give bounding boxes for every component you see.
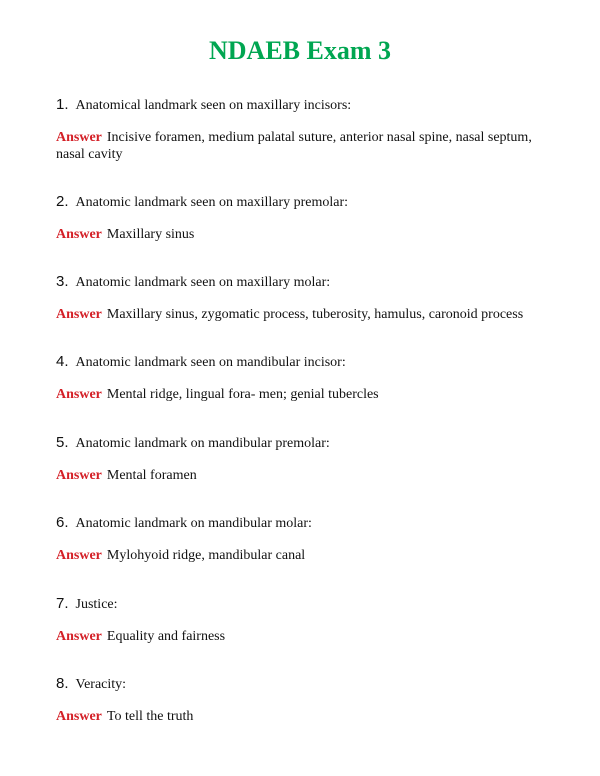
question: [56, 273, 556, 291]
answer-text: Maxillary sinus: [106, 227, 195, 242]
question-text: Anatomic landmark on mandibular premolar:: [75, 436, 330, 451]
qa-item-2: [56, 193, 556, 243]
qa-item-1: [56, 96, 556, 163]
question-number: 7.: [56, 595, 69, 612]
answer-label: Answer: [56, 629, 102, 644]
question-number: 2.: [56, 193, 69, 210]
answer: [56, 226, 556, 243]
qa-item-6: [56, 514, 556, 564]
answer-label: Answer: [56, 468, 102, 483]
question-number: 6.: [56, 514, 69, 531]
answer-label: Answer: [56, 307, 102, 322]
answer: [56, 467, 556, 484]
page-title: NDAEB Exam 3: [208, 36, 391, 65]
answer: [56, 628, 556, 645]
answer: [56, 306, 556, 323]
qa-item-4: [56, 353, 556, 403]
answer: [56, 708, 556, 725]
answer-label: Answer: [56, 709, 102, 724]
question-number: 4.: [56, 353, 69, 370]
question: [56, 595, 556, 613]
question-text: Anatomic landmark seen on mandibular incisor:: [75, 355, 346, 370]
question-text: Anatomic landmark on mandibular molar:: [75, 516, 312, 531]
answer-text: Maxillary sinus, zygomatic process, tuberosity, hamulus, caronoid process: [106, 307, 524, 322]
answer: [56, 386, 556, 403]
answer-text: Mental foramen: [106, 468, 197, 483]
question: [56, 193, 556, 211]
answer-text: Mental ridge, lingual fora- men; genial tubercles: [106, 387, 379, 402]
question: [56, 96, 556, 114]
answer: [56, 547, 556, 564]
question-number: 1.: [56, 96, 69, 113]
question: [56, 675, 556, 693]
question-text: Anatomical landmark seen on maxillary incisors:: [75, 98, 352, 113]
answer-text: Equality and fairness: [106, 629, 226, 644]
answer-label: Answer: [56, 387, 102, 402]
answer-label: Answer: [56, 548, 102, 563]
question-number: 8.: [56, 675, 69, 692]
answer-text: Incisive foramen, medium palatal suture, anterior nasal spine, nasal septum, nasal cavity: [56, 130, 532, 162]
answer-label: Answer: [56, 227, 102, 242]
question-text: Justice:: [75, 597, 118, 612]
question-text: Veracity:: [75, 677, 127, 692]
question: [56, 434, 556, 452]
qa-item-8: [56, 675, 556, 725]
question-number: 5.: [56, 434, 69, 451]
question-number: 3.: [56, 273, 69, 290]
question-text: Anatomic landmark seen on maxillary premolar:: [75, 195, 349, 210]
answer: [56, 129, 556, 163]
answer-text: Mylohyoid ridge, mandibular canal: [106, 548, 306, 563]
question: [56, 514, 556, 532]
answer-text: To tell the truth: [106, 709, 194, 724]
qa-item-7: [56, 595, 556, 645]
question-text: Anatomic landmark seen on maxillary molar:: [75, 275, 331, 290]
qa-item-5: [56, 434, 556, 484]
question: [56, 353, 556, 371]
answer-label: Answer: [56, 130, 102, 145]
qa-item-3: [56, 273, 556, 323]
